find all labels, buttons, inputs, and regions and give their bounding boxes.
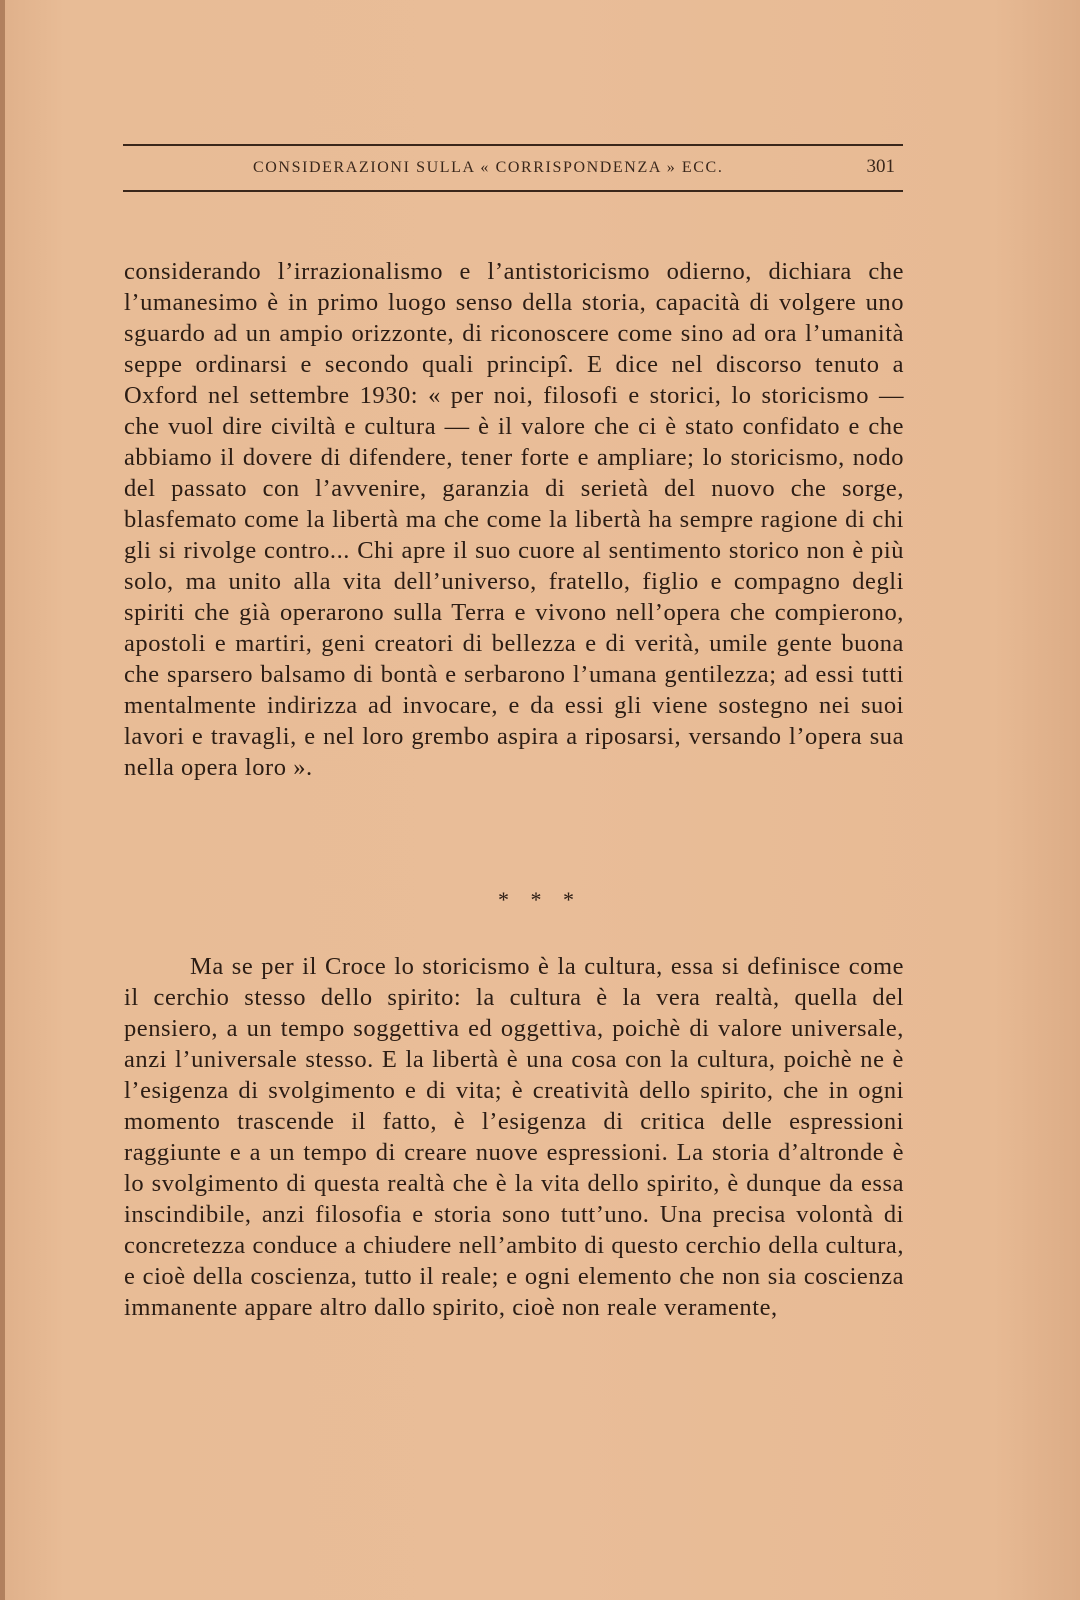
running-header-title: CONSIDERAZIONI SULLA « CORRISPONDENZA » ECC.	[253, 159, 724, 176]
body-paragraph-2: Ma se per il Croce lo storicismo è la cultura, essa si definisce come il cerchio stesso dello spirito: la cultura è la vera realtà, quella del pensiero, a un tempo soggettiva ed oggettiva, poichè di valore universale, anzi l’universale stesso. E la libertà è una cosa con la cultura, poichè ne è l’esigenza di svolgimento e di vita; è creatività dello spirito, che in ogni momento trascende il fatto, è l’esigenza di critica delle espressioni raggiunte e a un tempo di creare nuove espressioni. La storia d’altronde è lo svolgimento di questa realtà che è la vita dello spirito, è dunque da essa inscindibile, anzi filosofia e storia sono tutt’uno. Una precisa volontà di concretezza conduce a chiudere nell’ambito di questo cerchio della cultura, e cioè della coscienza, tutto il reale; e ogni elemento che non sia coscienza immanente appare altro dallo spirito, cioè non reale veramente,	[124, 953, 904, 1321]
running-header	[123, 144, 903, 192]
body-paragraph-1: considerando l’irrazionalismo e l’antistoricismo odierno, dichiara che l’umanesimo è in primo luogo senso della storia, capacità di volgere uno sguardo ad un ampio orizzonte, di riconoscere come sino ad ora l’umanità seppe ordinarsi e secondo quali principî. E dice nel discorso tenuto a Oxford nel settembre 1930: « per noi, filosofi e storici, lo storicismo — che vuol dire civiltà e cultura — è il valore che ci è stato confidato e che abbiamo il dovere di difendere, tener forte e ampliare; lo storicismo, nodo del passato con l’avvenire, garanzia di serietà del nuovo che sorge, blasfemato come la libertà ma che come la libertà ha sempre ragione di chi gli si rivolge contro... Chi apre il suo cuore al sentimento storico non è più solo, ma unito alla vita dell’universo, fratello, figlio e compagno degli spiriti che già operarono sulla Terra e vivono nell’opera che compierono, apostoli e martiri, geni creatori di bellezza e di verità, umile gente buona che sparsero balsamo di bontà e serbarono l’umana gentilezza; ad essi tutti mentalmente indirizza ad invocare, e da essi gli viene sostegno nei suoi lavori e travagli, e nel loro grembo aspira a riposarsi, versando l’opera sua nella opera loro ».	[124, 258, 904, 781]
section-separator: * * *	[498, 887, 582, 912]
page-edge	[0, 0, 5, 1600]
page-number: 301	[866, 156, 895, 177]
